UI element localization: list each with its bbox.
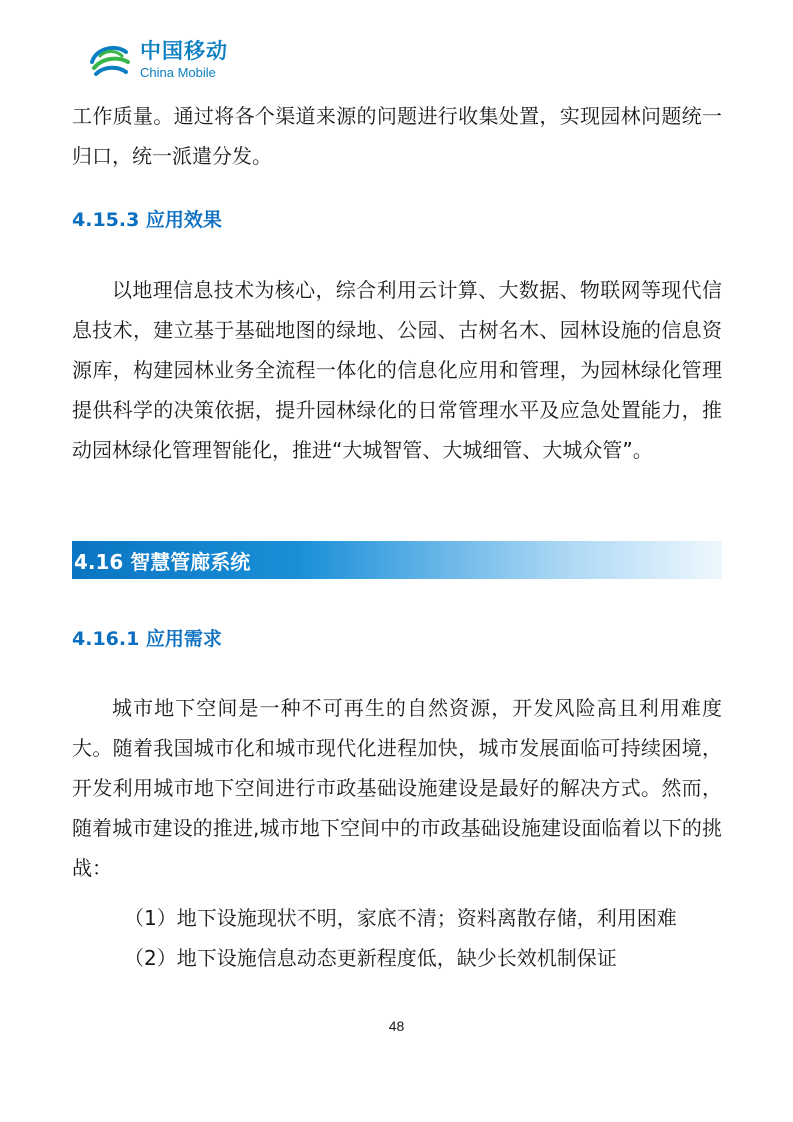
china-mobile-logo [86, 36, 228, 84]
heading-4-16: 4.16 智慧管廊系统 [74, 549, 251, 574]
page-number: 48 [388, 1018, 405, 1034]
list-item: （1）地下设施现状不明，家底不清；资料离散存储，利用困难 [124, 906, 677, 930]
paragraph-application-needs: 城市地下空间是一种不可再生的自然资源，开发风险高且利用难度大。随着我国城市化和城市现代化进程加快，城市发展面临可持续困境，开发利用城市地下空间进行市政基础设施建设是最好的解决方式。然而，随着城市建设的推进,城市地下空间中的市政基础设施建设面临着以下的挑战： [72, 696, 722, 880]
paragraph-application-effect: 以地理信息技术为核心，综合利用云计算、大数据、物联网等现代信息技术，建立基于基础地图的绿地、公园、古树名木、园林设施的信息资源库，构建园林业务全流程一体化的信息化应用和管理，为园林绿化管理提供科学的决策依据，提升园林绿化的日常管理水平及应急处置能力，推动园林绿化管理智能化，推进“大城智管、大城细管、大城众管”。 [72, 278, 722, 462]
brand-name-en: China Mobile [140, 65, 216, 80]
heading-4-16-1: 4.16.1 应用需求 [72, 628, 222, 650]
china-mobile-logo-icon [86, 36, 134, 84]
section-bar-4-16 [72, 541, 722, 579]
heading-4-15-3: 4.15.3 应用效果 [72, 209, 222, 231]
list-item: （2）地下设施信息动态更新程度低，缺少长效机制保证 [124, 946, 617, 970]
paragraph-continued: 工作质量。通过将各个渠道来源的问题进行收集处置，实现园林问题统一归口，统一派遣分发。 [72, 104, 722, 168]
brand-name-cn: 中国移动 [140, 39, 228, 63]
